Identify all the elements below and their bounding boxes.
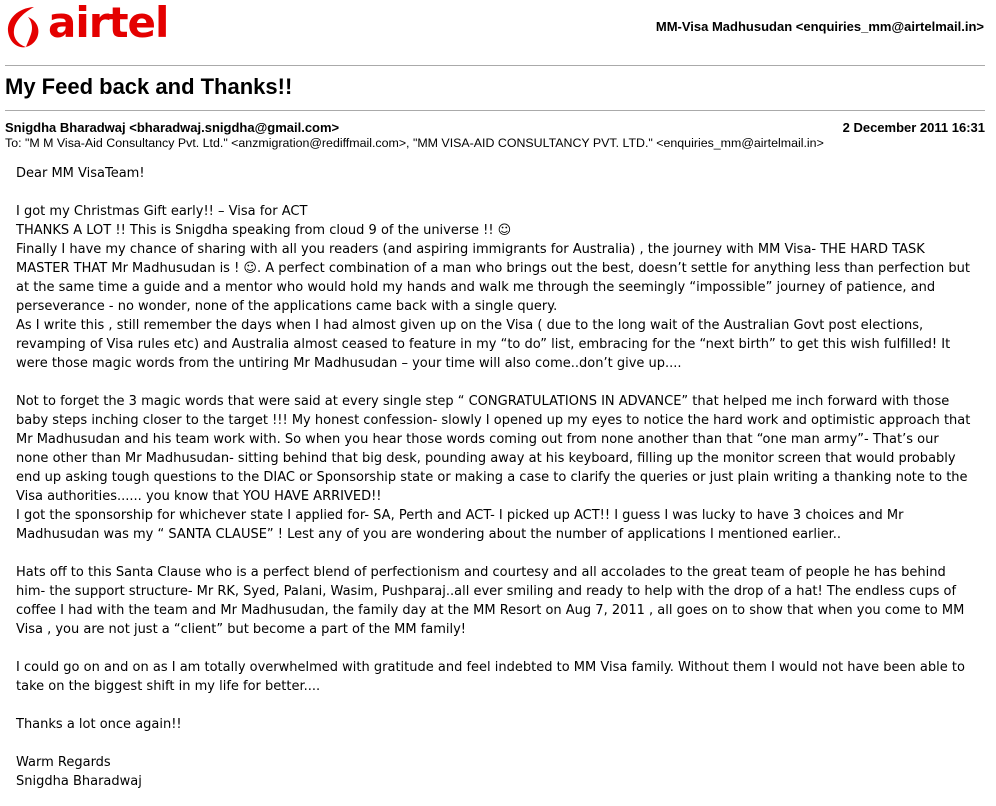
body-paragraph: THANKS A LOT !! This is Snigdha speaking from cloud 9 of the universe !! ☺ (16, 223, 512, 238)
body-paragraph: Thanks a lot once again!! (16, 717, 182, 732)
header-divider (5, 65, 985, 66)
email-date: 2 December 2011 16:31 (842, 120, 985, 135)
email-subject: My Feed back and Thanks!! (5, 74, 293, 99)
email-sender: Snigdha Bharadwaj <bharadwaj.snigdha@gmail.com> (5, 120, 340, 135)
greeting: Dear MM VisaTeam! (16, 166, 145, 181)
email-recipients: To: "M M Visa-Aid Consultancy Pvt. Ltd." <anzmigration@rediffmail.com>, "MM VISA-AID CONSULTANCY PVT. LTD." <enquiries_mm@airtelmail.in> (5, 136, 824, 150)
body-paragraph: I got the sponsorship for whichever state I applied for- SA, Perth and ACT- I picked up ACT!! I guess I was lucky to have 3 choices and Mr Madhusudan was my “ SANTA CLAUSE” ! Lest any of you are wondering about the number of applications I mentioned earlier.. (16, 508, 904, 542)
airtel-swoosh-icon (4, 4, 48, 52)
airtel-logo (4, 0, 169, 52)
subject-divider (5, 110, 985, 111)
body-paragraph: I got my Christmas Gift early!! – Visa for ACT (16, 204, 308, 219)
body-paragraph: Finally I have my chance of sharing with all you readers (and aspiring immigrants for Australia) , the journey with MM Visa- THE HARD TASK MASTER THAT Mr Madhusudan is ! ☺. A perfect combination of a man who brings out the best, doesn’t settle for anything less than perfection but at the same time a guide and a mentor who would hold my hands and walk me through the seemingly “impossible” journey of patience, and perseverance - no wonder, none of the applications came back with a single query. (16, 242, 970, 314)
mailbox-owner: MM-Visa Madhusudan <enquiries_mm@airtelmail.in> (655, 19, 984, 34)
closing: Warm Regards (16, 755, 111, 770)
airtel-brand-text: airtel (48, 0, 169, 47)
signature: Snigdha Bharadwaj (16, 774, 142, 789)
body-paragraph: I could go on and on as I am totally overwhelmed with gratitude and feel indebted to MM Visa family. Without them I would not have been able to take on the biggest shift in my life for better.... (16, 660, 965, 694)
body-paragraph: As I write this , still remember the days when I had almost given up on the Visa ( due to the long wait of the Australian Govt post elections, revamping of Visa rules etc) and Australia almost ceased to feature in my “to do” list, embracing for the “next birth” to get this wish fulfilled! It were those magic words from the untiring Mr Madhusudan – your time will also come..don’t give up.... (16, 318, 951, 371)
body-paragraph: Not to forget the 3 magic words that were said at every single step “ CONGRATULATIONS IN ADVANCE” that helped me inch forward with those baby steps inching closer to the target !!! My honest confession- slowly I opened up my eyes to notice the hard work and optimistic approach that Mr Madhusudan and his team work with. So when you hear those words coming out from none another than that “one man army”- That’s our none other than Mr Madhusudan- sitting behind that big desk, pounding away at his keyboard, filling up the monitor screen that would probably end up asking tough questions to the DIAC or Sponsorship state or making a case to clarify the queries or just plain writing a thanking note to the Visa authorities...... you know that YOU HAVE ARRIVED!! (16, 394, 971, 504)
body-paragraph: Hats off to this Santa Clause who is a perfect blend of perfectionism and courtesy and all accolades to the great team of people he has behind him- the support structure- Mr RK, Syed, Palani, Wasim, Pushparaj..all ever smiling and ready to help with the drop of a hat! The endless cups of coffee I had with the team and Mr Madhusudan, the family day at the MM Resort on Aug 7, 2011 , all goes on to show that when you come to MM Visa , you are not just a “client” but become a part of the MM family! (16, 565, 965, 637)
email-body (16, 164, 972, 791)
